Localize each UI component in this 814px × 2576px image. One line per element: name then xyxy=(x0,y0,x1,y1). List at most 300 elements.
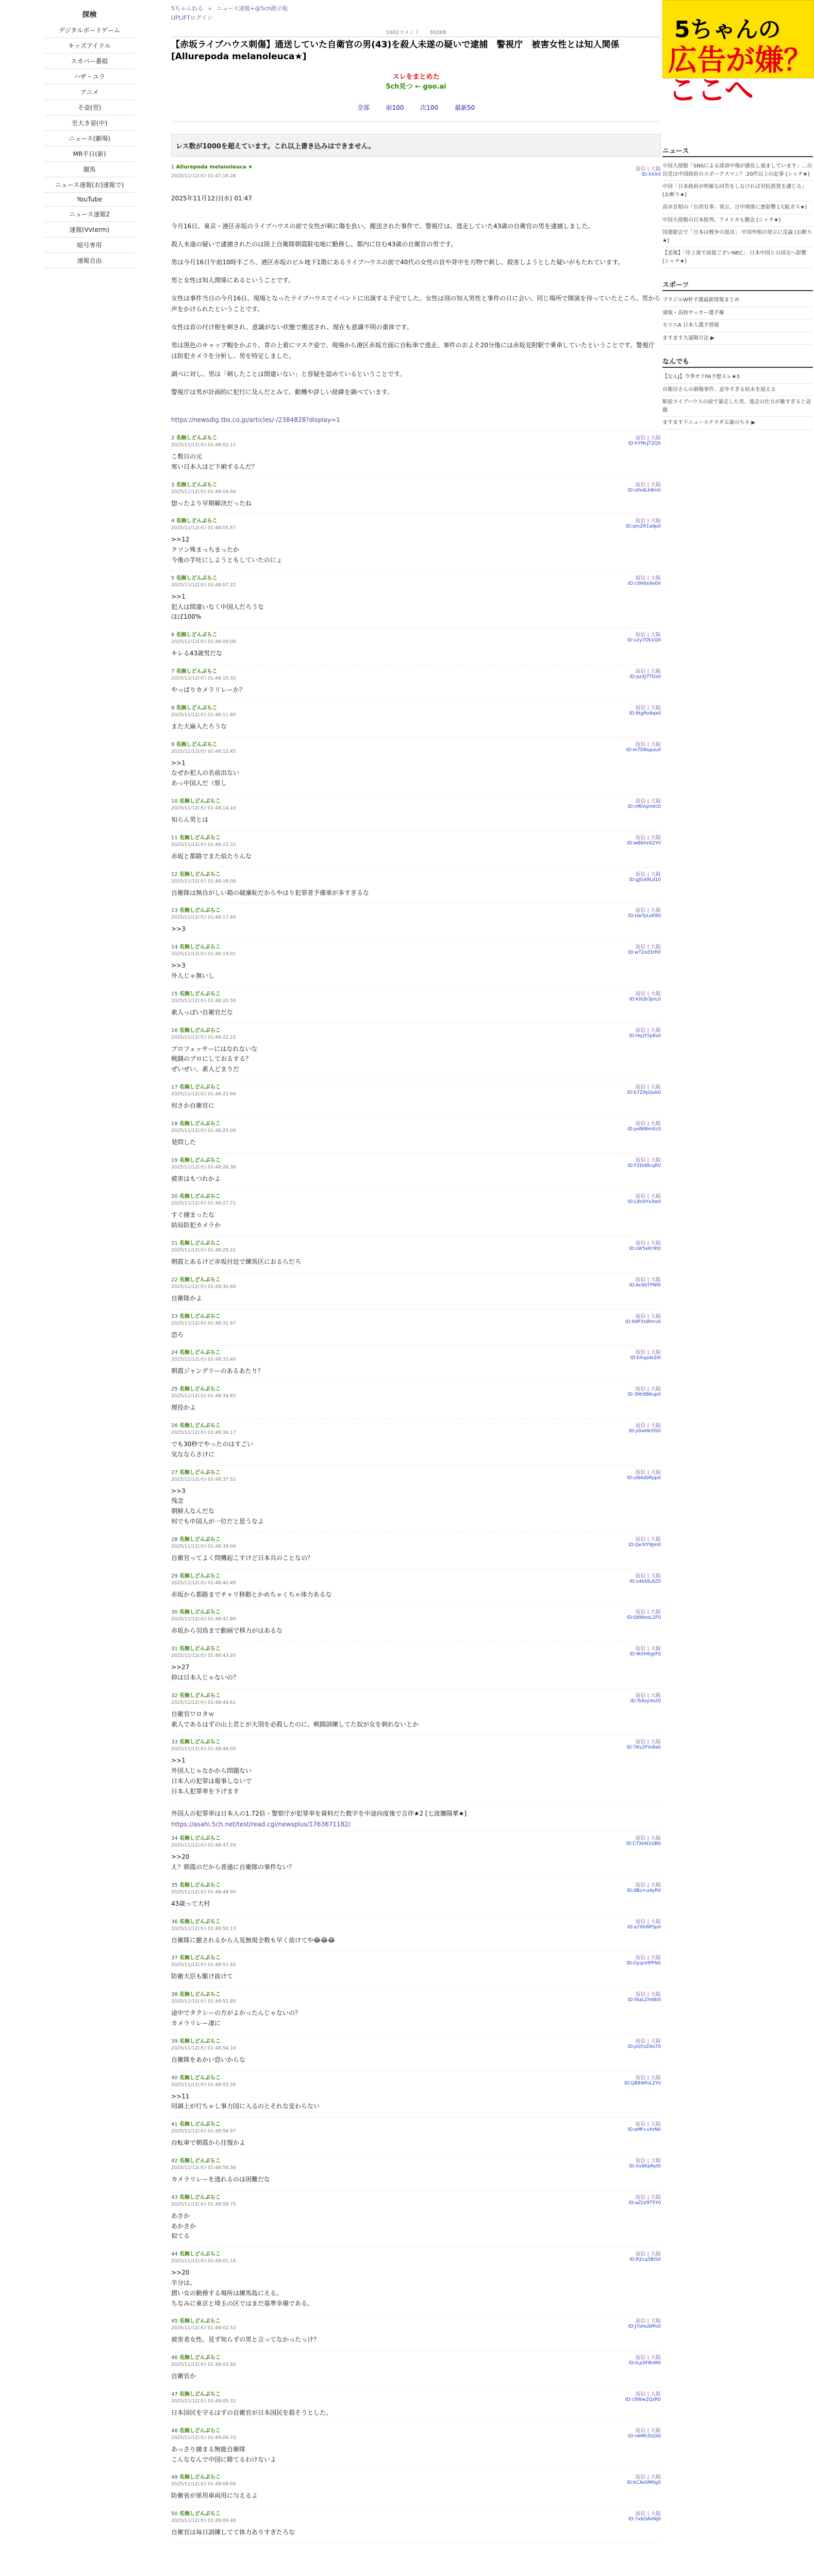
post-id[interactable]: ID:pGYzZAo70 xyxy=(627,2044,661,2049)
post-controls[interactable]: 返信 | 大阪 xyxy=(635,1422,661,1429)
post-number[interactable]: 49 xyxy=(171,2475,178,2481)
post-header xyxy=(171,1990,661,1997)
reply-post xyxy=(171,1878,661,1915)
post-header xyxy=(171,1607,661,1615)
post-id[interactable]: ID:m7D9upzu0 xyxy=(626,747,661,753)
post-id[interactable]: ID:9tgRo4qa0 xyxy=(629,710,661,716)
post-number[interactable]: 28 xyxy=(171,1536,178,1543)
post-body: あさか あかさか 似てる xyxy=(171,2212,196,2240)
post-controls[interactable]: 返信 | 大阪 xyxy=(635,1646,661,1652)
post-number[interactable]: 45 xyxy=(171,2318,178,2325)
post-controls[interactable]: 返信 | 大阪 xyxy=(635,741,661,748)
post-number[interactable]: 7 xyxy=(171,669,175,675)
post-body: 発問した xyxy=(171,1138,196,1146)
post-controls[interactable]: 返信 | 大阪 xyxy=(635,705,661,711)
post-header xyxy=(171,989,661,997)
post-id[interactable]: ID:uN4dbRpp0 xyxy=(627,1475,661,1481)
post-header xyxy=(171,833,661,841)
post-author: 名無しどんぶらこ xyxy=(179,1919,221,1925)
post-controls[interactable]: 返信 | 大阪 xyxy=(635,1692,661,1699)
nav-prev100[interactable]: 前100 xyxy=(386,104,404,111)
post-number[interactable]: 22 xyxy=(171,1277,178,1283)
news-item[interactable]: 中国「日本政府が明確な回答をしなければ対抗措置を講じる」 [お断り★] xyxy=(662,181,813,201)
post-controls[interactable]: 返信 | 大阪 xyxy=(635,2475,661,2481)
post-controls[interactable]: 返信 | 大阪 xyxy=(635,1027,661,1033)
post-number[interactable]: 17 xyxy=(171,1084,178,1090)
post-controls[interactable]: 返信 | 大阪 xyxy=(635,1836,661,1842)
post-id[interactable]: ID:L8n0Yx3w0 xyxy=(627,1199,661,1205)
menu-item[interactable]: 至大き姿(中) xyxy=(44,115,135,131)
post-number[interactable]: 19 xyxy=(171,1157,178,1163)
post-controls[interactable]: 返信 | 大阪 xyxy=(635,871,661,877)
ad-banner-line1: 5ちゃんの xyxy=(674,16,781,43)
news-item[interactable]: 高市首相の「台湾有事」発言、日中関係に悪影響 [大阪ガス★] xyxy=(662,201,813,214)
post-id[interactable]: ID:c8Ww2QzR0 xyxy=(625,2397,661,2403)
post-controls[interactable]: 返信 | 大阪 xyxy=(635,1739,661,1745)
summary-ad-line1: スレをまとめた xyxy=(392,73,440,81)
post-number[interactable]: 8 xyxy=(171,705,175,711)
reply-post xyxy=(171,1080,661,1117)
post-date: 2025/11/12(水) 01:48:51.42 xyxy=(171,1962,236,1968)
reply-post xyxy=(171,904,661,940)
nav-all[interactable]: 全部 xyxy=(357,104,370,111)
post-subheader xyxy=(171,2081,661,2088)
menu-item[interactable]: キッズアイドル xyxy=(44,38,135,54)
post-id[interactable]: ID:9dP3xWmv0 xyxy=(625,1319,661,1325)
post-id[interactable]: ID:hYMcJT2Q0 xyxy=(628,441,661,447)
post-number[interactable]: 15 xyxy=(171,991,178,997)
menu-item[interactable]: 速報自由 xyxy=(44,253,135,268)
post-controls[interactable]: 返信 | 大阪 xyxy=(635,1121,661,1127)
sports-item[interactable]: セリエA 日本人選手情報 xyxy=(662,319,813,332)
post-id[interactable]: ID:yDaHk5lS0 xyxy=(628,1428,661,1434)
post-controls[interactable]: 返信 | 大阪 xyxy=(635,1469,661,1476)
post-author: 名無しどんぶらこ xyxy=(179,1646,221,1652)
reply-post xyxy=(171,1988,661,2035)
post-controls[interactable]: 返信 | 大阪 xyxy=(635,2194,661,2200)
post-subheader xyxy=(171,1745,661,1752)
right-sidebar xyxy=(662,0,813,430)
post-subheader xyxy=(171,2324,661,2331)
ad-banner[interactable] xyxy=(662,0,814,107)
menu-item[interactable]: ハザ・ユラ xyxy=(44,69,135,84)
post-controls[interactable]: 返信 | 大阪 xyxy=(635,669,661,675)
post-controls[interactable]: 返信 | 大阪 xyxy=(635,1919,661,1925)
post-controls[interactable]: 返信 | 大阪 xyxy=(635,575,661,581)
post-header xyxy=(171,516,661,524)
post-date: 2025/11/12(水) 01:48:10.32 xyxy=(171,676,236,682)
post-id[interactable]: ID:7Kv2Fm8a0 xyxy=(626,1745,661,1751)
post-subheader xyxy=(171,1579,661,1586)
post-date: 2025/11/12(水) 01:48:04.94 xyxy=(171,489,236,495)
post-controls[interactable]: 返信 | 大阪 xyxy=(635,2355,661,2361)
post-controls[interactable]: 返信 | 大阪 xyxy=(635,1240,661,1246)
post-id[interactable]: ID:wT2xd3rR0 xyxy=(628,950,661,956)
post-number[interactable]: 38 xyxy=(171,1992,178,1998)
post-id[interactable]: ID:9tXH0gtF0 xyxy=(629,1652,661,1657)
post-date: 2025/11/12(水) 01:48:52.80 xyxy=(171,1999,236,2005)
reply-post xyxy=(171,665,661,701)
post-header xyxy=(171,1239,661,1246)
post-date: 2025/11/12(水) 01:48:17.49 xyxy=(171,915,236,921)
menu-item[interactable]: 速報(Vvterm) xyxy=(44,222,135,238)
post-date: 2025/11/12(水) 01:47:16.28 xyxy=(171,173,236,179)
post-id[interactable]: ID:QB8WfvL2Y0 xyxy=(624,2080,661,2086)
nandemo-heading: なんでも xyxy=(662,356,813,368)
reply-post xyxy=(171,1382,661,1419)
nav-latest50[interactable]: 最新50 xyxy=(455,104,475,111)
post-id[interactable]: ID:x4kbtL6Z0 xyxy=(629,1579,661,1584)
post-subheader xyxy=(171,441,661,448)
post-subheader xyxy=(171,638,661,645)
post-number[interactable]: 32 xyxy=(171,1692,178,1699)
reply-post xyxy=(171,1466,661,1533)
post-author: 名無しどんぶらこ xyxy=(179,1084,221,1090)
post-controls[interactable]: 返信 | 大阪 xyxy=(635,944,661,951)
post-controls[interactable]: 返信 | 大阪 xyxy=(635,2428,661,2434)
post-subheader xyxy=(171,1925,661,1931)
post-body: >>27 抑は日本人じゃないの？ xyxy=(171,1664,240,1681)
reply-post xyxy=(171,794,661,831)
post-number[interactable]: 18 xyxy=(171,1121,178,1127)
post-number[interactable]: 34 xyxy=(171,1836,178,1842)
post-id[interactable]: ID:k0Qb3JnL0 xyxy=(629,996,661,1002)
post-number[interactable]: 46 xyxy=(171,2355,178,2361)
post-controls[interactable]: 返信 | 大阪 xyxy=(635,908,661,914)
menu-item[interactable]: そ姿(翌) xyxy=(44,100,135,115)
post-subheader xyxy=(171,2044,661,2051)
post-number[interactable]: 6 xyxy=(171,632,175,638)
post-controls[interactable]: 返信 | 大阪 xyxy=(635,518,661,524)
post-date: 2025/11/12(水) 01:48:41.86 xyxy=(171,1617,236,1622)
post-header xyxy=(171,796,661,804)
post-header xyxy=(171,1192,661,1199)
nav-next100[interactable]: 次100 xyxy=(420,104,439,111)
post-controls[interactable]: 返信 | 大阪 xyxy=(635,1277,661,1283)
post-number[interactable]: 23 xyxy=(171,1313,178,1319)
post-header xyxy=(171,2156,661,2164)
post-subheader xyxy=(171,1163,661,1170)
menu-item[interactable]: ニュース速報(お)速報で) xyxy=(44,177,135,193)
post-number[interactable]: 4 xyxy=(171,518,175,524)
post-date: 2025/11/12(水) 01:48:05.67 xyxy=(171,526,236,531)
reply-post xyxy=(171,571,661,628)
post-id[interactable]: ID:3Mr8B6up0 xyxy=(627,1392,661,1398)
post-number[interactable]: 30 xyxy=(171,1609,178,1616)
post-id[interactable]: ID:hXspdz2l0 xyxy=(630,1355,661,1361)
post-body: 自衛隊に撤されるから人見無現全数も早く前けてや😂😂😂 xyxy=(171,1936,336,1944)
post-controls[interactable]: 返信 | 大阪 xyxy=(635,1955,661,1961)
menu-item[interactable]: ニュース速報2 xyxy=(44,207,135,222)
mid-link-url[interactable]: https://asahi.5ch.net/test/read.cgi/newsplus/1763671182/ xyxy=(171,1821,351,1828)
post-author: 名無しどんぶらこ xyxy=(176,705,218,711)
post-number[interactable]: 36 xyxy=(171,1919,178,1925)
post-id[interactable]: ID:pzXJ7TDs0 xyxy=(629,674,661,680)
post-id[interactable]: ID:eMf+vXrN0 xyxy=(627,2127,661,2133)
post-author: 名無しどんぶらこ xyxy=(179,1350,221,1356)
post-controls[interactable]: 返信 | 大阪 xyxy=(635,835,661,841)
post-author: 名無しどんぶらこ xyxy=(179,1469,221,1476)
post-id[interactable]: ID:n6Mh3VjX0 xyxy=(628,2433,661,2439)
post-controls[interactable]: 返信 | 大阪 xyxy=(635,1194,661,1200)
post-subheader xyxy=(171,841,661,848)
post-controls[interactable]: 返信 | 大阪 xyxy=(635,482,661,488)
summary-ad[interactable] xyxy=(171,66,661,96)
post-id[interactable]: ID:aZLV9T5Y0 xyxy=(628,2200,661,2206)
post-subheader xyxy=(171,1033,661,1040)
breadcrumb-home[interactable]: 5ちゃんねる xyxy=(171,5,203,12)
post-body: 被害者女性、見ず知らずの男と言ってなかったっけ？ xyxy=(171,2336,320,2344)
post-controls[interactable]: 返信 | 大阪 xyxy=(635,991,661,997)
news-item[interactable]: 中国大使館「SNSによる誹謗中傷が激化し強ましています」…自民党は中国政府のスポークスマン？ 20件以上の記事 [シャチ★] xyxy=(662,160,813,181)
post-date: 2025/11/12(水) 01:48:37.52 xyxy=(171,1477,236,1482)
post-body: 自衛隊は無自がしい箱の破廉恥だからやはり犯罪者予備軍が多すぎるな xyxy=(171,889,370,896)
post-subheader xyxy=(171,1476,661,1482)
post-id[interactable]: ID:sW5eKr9t0 xyxy=(628,1246,661,1251)
post-number[interactable]: 35 xyxy=(171,1882,178,1888)
post-date: 2025/11/12(水) 01:48:09.08 xyxy=(171,639,236,645)
post-id[interactable]: ID:wBbhzX2Y0 xyxy=(627,840,661,846)
post-author: 名無しどんぶらこ xyxy=(179,1422,221,1429)
post-number[interactable]: 16 xyxy=(171,1027,178,1033)
menu-item[interactable]: 競馬 xyxy=(44,162,135,177)
reply-post xyxy=(171,1533,661,1569)
op-datetime: 2025年11月12日(水) 01:47 xyxy=(171,194,252,202)
post-date: 2025/11/12(水) 01:49:08.09 xyxy=(171,2482,236,2487)
post-id[interactable]: ID:nf6Vqm0c0 xyxy=(627,804,661,810)
post-body: 惚ったより早期解決だったね xyxy=(171,499,252,507)
post-id[interactable]: ID:dBo+uAyR0 xyxy=(626,1888,661,1893)
reply-post xyxy=(171,2191,661,2247)
post-id[interactable]: ID:Xv8KpRyt0 xyxy=(629,2164,661,2170)
post-controls[interactable]: 返信 | 大阪 xyxy=(635,632,661,638)
post-number[interactable]: 1 xyxy=(171,164,175,170)
post-body: 自転車で朝霞から往復かよ xyxy=(171,2139,246,2147)
menu-item[interactable]: 暗号専用 xyxy=(44,238,135,253)
post-body: >>1 犯人は間違いなく中国人だろうな ほぼ100% xyxy=(171,592,264,621)
post-number[interactable]: 25 xyxy=(171,1386,178,1393)
post-controls[interactable]: 返信 | 大阪 xyxy=(635,2158,661,2164)
post-number[interactable]: 12 xyxy=(171,871,178,877)
thread-size: 302KB xyxy=(429,30,446,36)
post-controls[interactable]: 返信 | 大阪 xyxy=(635,435,661,442)
post-controls[interactable]: 返信 | 大阪 xyxy=(635,1157,661,1163)
post-subheader xyxy=(171,1841,661,1848)
news-item[interactable]: 国連総会で「日本は戦争の道具」 中国外相の発言に反論 [お断り★] xyxy=(662,227,813,247)
post-author: 名無しどんぶらこ xyxy=(179,944,221,951)
post-id[interactable]: ID:b7Z0pQuk0 xyxy=(627,1090,661,1095)
reply-post xyxy=(171,1642,661,1689)
post-number[interactable]: 26 xyxy=(171,1422,178,1429)
post-controls[interactable]: 返信 | 大阪 xyxy=(635,2511,661,2517)
menu-item[interactable]: MR平日(新) xyxy=(44,146,135,162)
post-controls[interactable]: 返信 | 大阪 xyxy=(635,799,661,805)
post-header xyxy=(171,630,661,638)
post-number[interactable]: 37 xyxy=(171,1955,178,1961)
post-body: 43歳って大村 xyxy=(171,1900,210,1907)
post-header xyxy=(171,1348,661,1355)
post-number[interactable]: 20 xyxy=(171,1194,178,1200)
reply-post xyxy=(171,1735,661,1802)
reply-post xyxy=(171,1419,661,1466)
post-author: 名無しどんぶらこ xyxy=(176,741,218,748)
post-date: 2025/11/12(水) 01:49:01.14 xyxy=(171,2259,236,2264)
post-id[interactable]: ID:Hq2tYp8s0 xyxy=(629,1033,661,1039)
post-number[interactable]: 39 xyxy=(171,2038,178,2044)
post-number[interactable]: 21 xyxy=(171,1240,178,1246)
post-header xyxy=(171,1880,661,1888)
post-id[interactable]: ID:p4Nl8mXc0 xyxy=(627,1126,661,1132)
post-id[interactable]: ID:a7Xh8R5p0 xyxy=(627,1924,661,1930)
post-id[interactable]: ID:Ac6bTPNf0 xyxy=(629,1282,661,1288)
post-number[interactable]: 27 xyxy=(171,1469,178,1476)
post-controls[interactable]: 返信 | 大阪 xyxy=(635,1992,661,1998)
nandemo-item[interactable]: 自衛官さんの刺傷事件、意外すぎる結末を迎える xyxy=(662,384,813,397)
post-number[interactable]: 2 xyxy=(171,435,175,442)
post-id[interactable]: ID:Q8WzoL2F0 xyxy=(626,1615,661,1621)
post-id[interactable]: ID:tLp5F8nM0 xyxy=(628,2361,661,2366)
post-header xyxy=(171,433,661,441)
post-body: >>1 なぜか犯人の名前出ない あっ中国人だ（察し xyxy=(171,759,240,787)
post-number[interactable]: 29 xyxy=(171,1573,178,1579)
news-item[interactable]: 中国大使館の日本批判、アメリカも懸念 [シャチ★] xyxy=(662,214,813,227)
post-id[interactable]: ID:qmZR1a9p0 xyxy=(626,524,661,530)
post-number[interactable]: 47 xyxy=(171,2392,178,2398)
post-header xyxy=(171,667,661,674)
post-controls[interactable]: 返信 | 大阪 xyxy=(635,2038,661,2044)
post-header xyxy=(171,2120,661,2127)
menu-item[interactable]: アニメ xyxy=(44,84,135,100)
reply-post xyxy=(171,1689,661,1736)
post-subheader xyxy=(171,1283,661,1290)
post-number[interactable]: 33 xyxy=(171,1739,178,1745)
post-controls[interactable]: 返信 | 大阪 xyxy=(635,1313,661,1319)
post-date: 2025/11/12(水) 01:48:15.33 xyxy=(171,842,236,848)
post-header xyxy=(171,2073,661,2081)
post-number[interactable]: 9 xyxy=(171,741,175,748)
nandemo-item[interactable]: 【なんJ】今季オフFA予想スレ★3 xyxy=(662,371,813,384)
post-subheader xyxy=(171,674,661,681)
sports-more-link[interactable]: ますます大遠隔方法 ▶ xyxy=(662,332,813,345)
post-subheader xyxy=(171,877,661,884)
post-subheader xyxy=(171,2257,661,2264)
post-author: 名無しどんぶらこ xyxy=(179,908,221,914)
post-number[interactable]: 42 xyxy=(171,2158,178,2164)
post-controls[interactable]: 返信 | 大阪 xyxy=(635,2075,661,2081)
post-controls[interactable]: 返信 | 大阪 xyxy=(635,2251,661,2258)
post-controls[interactable]: 返信 | 大阪 xyxy=(635,1536,661,1543)
reply-post xyxy=(171,1605,661,1642)
post-id[interactable]: ID:v2y7Dk1Q0 xyxy=(627,638,661,643)
post-controls[interactable]: 返信 | 大阪 xyxy=(635,2122,661,2128)
post-controls[interactable]: 返信 | 大阪 xyxy=(635,1573,661,1579)
post-number[interactable]: 3 xyxy=(171,482,175,488)
post-controls[interactable]: 返信 | 大阪 xyxy=(635,1084,661,1090)
sports-item[interactable]: ブラジルW杯予選最新情報まとめ xyxy=(662,294,813,307)
post-number[interactable]: 10 xyxy=(171,799,178,805)
post-id[interactable]: ID:kCXeSM0g0 xyxy=(626,2480,661,2486)
post-subheader xyxy=(171,1429,661,1435)
post-date: 2025/11/12(水) 01:48:27.71 xyxy=(171,1201,236,1207)
post-controls[interactable]: 返信 | 大阪 xyxy=(635,1609,661,1616)
post-controls[interactable]: 返信 | 大阪 xyxy=(635,1882,661,1888)
post-id[interactable]: ID:R2cq3BiS0 xyxy=(629,2257,661,2263)
news-item[interactable]: 【悲報】「岸上彼で前提ございNEC」 日本中国との国交へ影響 [シャチ★] xyxy=(662,247,813,268)
reply-post xyxy=(171,1951,661,1988)
post-id[interactable]: ID:Ts9zyVo20 xyxy=(630,1698,661,1704)
post-header xyxy=(171,1468,661,1476)
post-controls[interactable]: 返信 | 大阪 xyxy=(635,166,661,172)
source-link[interactable]: https://newsdig.tbs.co.jp/articles/-/2384828?display=1 xyxy=(171,416,340,424)
post-body: 赤坂から羽鳥まで動画で移力がはあるな xyxy=(171,1627,283,1635)
post-number[interactable]: 41 xyxy=(171,2122,178,2128)
post-number[interactable]: 48 xyxy=(171,2428,178,2434)
post-id[interactable]: ID:UwTyLeE80 xyxy=(628,913,661,919)
mid-link-text: 外国人の犯罪率は日本人の1.72倍・警察庁が犯罪率を資料だた数字を中途向度後で言伴★2 [七波孃陽華★] xyxy=(171,1809,467,1817)
reply-post xyxy=(171,1117,661,1154)
post-header xyxy=(171,1953,661,1961)
post-number[interactable]: 14 xyxy=(171,944,178,951)
post-author: 名無しどんぶらこ xyxy=(176,575,218,581)
post-id[interactable]: ID:f4aLZm6b0 xyxy=(627,1997,661,2003)
post-date: 2025/11/12(水) 01:48:07.22 xyxy=(171,582,236,588)
post-id[interactable]: ID:XXXX xyxy=(641,172,661,177)
menu-item[interactable]: YouTube xyxy=(44,193,135,207)
post-id[interactable]: ID:F2Dd8cqR0 xyxy=(627,1163,661,1168)
op-paragraph: 女性は首の付け根を刺され、意識がない状態で搬送され、現在も意識不明の重体です。 xyxy=(171,324,413,331)
menu-item[interactable]: スカパー番組 xyxy=(44,54,135,69)
post-controls[interactable]: 返信 | 大阪 xyxy=(635,2392,661,2398)
post-number[interactable]: 24 xyxy=(171,1350,178,1356)
post-id[interactable]: ID:7x6OAVNJ0 xyxy=(628,2517,661,2522)
post-number[interactable]: 5 xyxy=(171,575,175,581)
post-header xyxy=(171,573,661,581)
post-subheader xyxy=(171,2127,661,2134)
post-number[interactable]: 44 xyxy=(171,2251,178,2258)
post-id[interactable]: ID:c0H8xXe00 xyxy=(628,581,661,586)
menu-item[interactable]: ニュース(劇場) xyxy=(44,131,135,146)
post-id[interactable]: ID:OyqnHPFN0 xyxy=(626,1961,661,1967)
post-author: 名無しどんぶらこ xyxy=(179,1277,221,1283)
post-body: >>20 半分は、 摺い女の勤務する場所は練馬島にえる。 ちなみに東京と埼玉の区ではまだ基準幸備である。 xyxy=(171,2269,314,2307)
login-link[interactable]: UPLIFTログイン xyxy=(171,14,213,21)
post-number[interactable]: 13 xyxy=(171,908,178,914)
post-body: 自衛官は毎日訓練してて体力ありすぎたろな xyxy=(171,2529,295,2536)
post-id[interactable]: ID:gJG49Ld10 xyxy=(629,877,661,883)
breadcrumb-board[interactable]: ニュース速報+@5ch掲示板 xyxy=(216,5,288,12)
post-controls[interactable]: 返信 | 大阪 xyxy=(635,1386,661,1393)
nandemo-item[interactable]: 駅前ライブハウスの前で暴走した男、逃走の仕方が雑すぎると話題 xyxy=(662,396,813,417)
post-controls[interactable]: 返信 | 大阪 xyxy=(635,1350,661,1356)
post-body: 理役かよ xyxy=(171,1404,196,1412)
post-id[interactable]: ID:Qe3tY9Jm0 xyxy=(628,1542,661,1548)
post-number[interactable]: 11 xyxy=(171,835,178,841)
post-controls[interactable]: 返信 | 大阪 xyxy=(635,2318,661,2325)
post-number[interactable]: 31 xyxy=(171,1646,178,1652)
post-subheader xyxy=(171,1090,661,1097)
sports-item[interactable]: 速報・高校サッカー選手権 xyxy=(662,307,813,320)
post-number[interactable]: 50 xyxy=(171,2511,178,2517)
post-date: 2025/11/12(水) 01:48:59.75 xyxy=(171,2201,236,2207)
menu-item[interactable]: デジタルボードゲーム xyxy=(44,23,135,38)
post-number[interactable]: 40 xyxy=(171,2075,178,2081)
nandemo-more-link[interactable]: ますます下ニューステラダ五歳のちネ ▶ xyxy=(662,417,813,430)
post-id[interactable]: ID:x0s4Lk8m0 xyxy=(627,487,661,493)
post-id[interactable]: ID:CTXkN1QB0 xyxy=(626,1841,661,1847)
post-number[interactable]: 43 xyxy=(171,2194,178,2200)
post-id[interactable]: ID:J7sHuWPo0 xyxy=(628,2324,661,2330)
reply-post xyxy=(171,2314,661,2351)
